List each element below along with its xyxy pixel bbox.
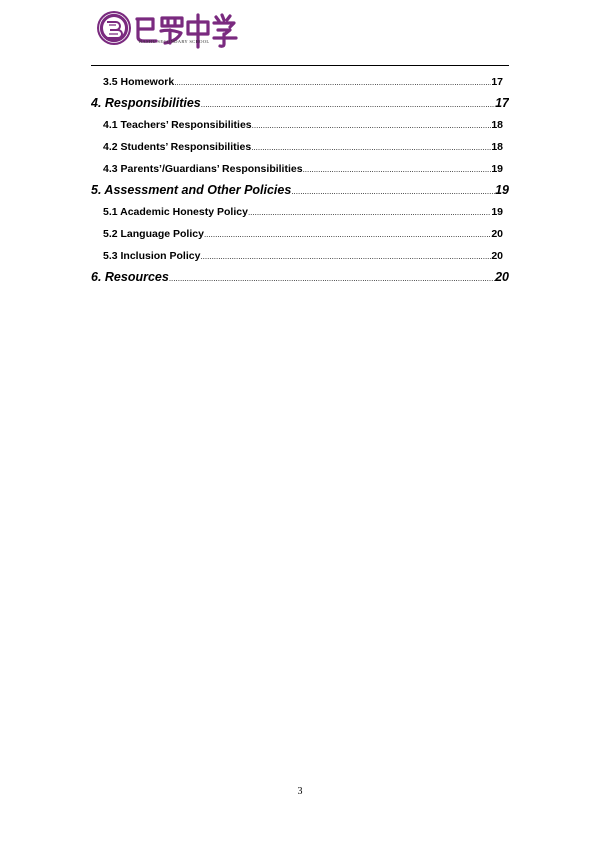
page-number: 3 xyxy=(297,786,303,797)
toc-entry-label: 4. Responsibilities xyxy=(91,96,201,110)
toc-entry-page: 17 xyxy=(491,76,503,88)
toc-dot-leader xyxy=(303,159,492,180)
toc-subsection-entry[interactable] xyxy=(91,223,509,245)
table-of-contents xyxy=(91,71,509,288)
toc-entry-label: 5.1 Academic Honesty Policy xyxy=(103,206,248,218)
school-name-logotype xyxy=(132,10,292,52)
toc-dot-leader xyxy=(174,72,491,93)
toc-subsection-entry[interactable] xyxy=(91,245,509,267)
toc-entry-label: 6. Resources xyxy=(91,270,169,284)
toc-subsection-entry[interactable] xyxy=(91,114,509,136)
toc-entry-page: 20 xyxy=(491,250,503,262)
toc-subsection-entry[interactable] xyxy=(91,71,509,93)
school-name-en: BASHU SECONDARY SCHOOL xyxy=(139,39,210,44)
toc-subsection-entry[interactable] xyxy=(91,201,509,223)
toc-section-entry[interactable] xyxy=(91,180,509,201)
toc-entry-page: 19 xyxy=(491,163,503,175)
toc-entry-page: 20 xyxy=(491,228,503,240)
toc-entry-label: 4.3 Parents’/Guardians’ Responsibilities xyxy=(103,163,303,175)
toc-section-entry[interactable] xyxy=(91,93,509,114)
toc-subsection-entry[interactable] xyxy=(91,158,509,180)
toc-dot-leader xyxy=(248,202,491,223)
school-seal-icon xyxy=(96,10,132,46)
toc-subsection-entry[interactable] xyxy=(91,136,509,158)
toc-dot-leader xyxy=(201,94,495,114)
toc-entry-page: 18 xyxy=(491,141,503,153)
toc-entry-label: 5. Assessment and Other Policies xyxy=(91,183,292,197)
toc-entry-page: 20 xyxy=(495,270,509,284)
header-rule xyxy=(91,65,509,66)
toc-dot-leader xyxy=(252,115,492,136)
school-logo xyxy=(96,10,296,52)
toc-entry-page: 17 xyxy=(495,96,509,110)
toc-entry-page: 19 xyxy=(491,206,503,218)
toc-dot-leader xyxy=(291,181,495,201)
toc-section-entry[interactable] xyxy=(91,267,509,288)
toc-entry-page: 19 xyxy=(495,183,509,197)
toc-dot-leader xyxy=(200,246,491,267)
toc-entry-label: 4.2 Students’ Responsibilities xyxy=(103,141,252,153)
toc-entry-label: 3.5 Homework xyxy=(103,76,175,88)
toc-dot-leader xyxy=(169,268,495,288)
toc-dot-leader xyxy=(204,224,491,245)
toc-entry-label: 5.2 Language Policy xyxy=(103,228,204,240)
toc-dot-leader xyxy=(251,137,491,158)
toc-entry-label: 5.3 Inclusion Policy xyxy=(103,250,201,262)
toc-entry-page: 18 xyxy=(491,119,503,131)
toc-entry-label: 4.1 Teachers’ Responsibilities xyxy=(103,119,252,131)
